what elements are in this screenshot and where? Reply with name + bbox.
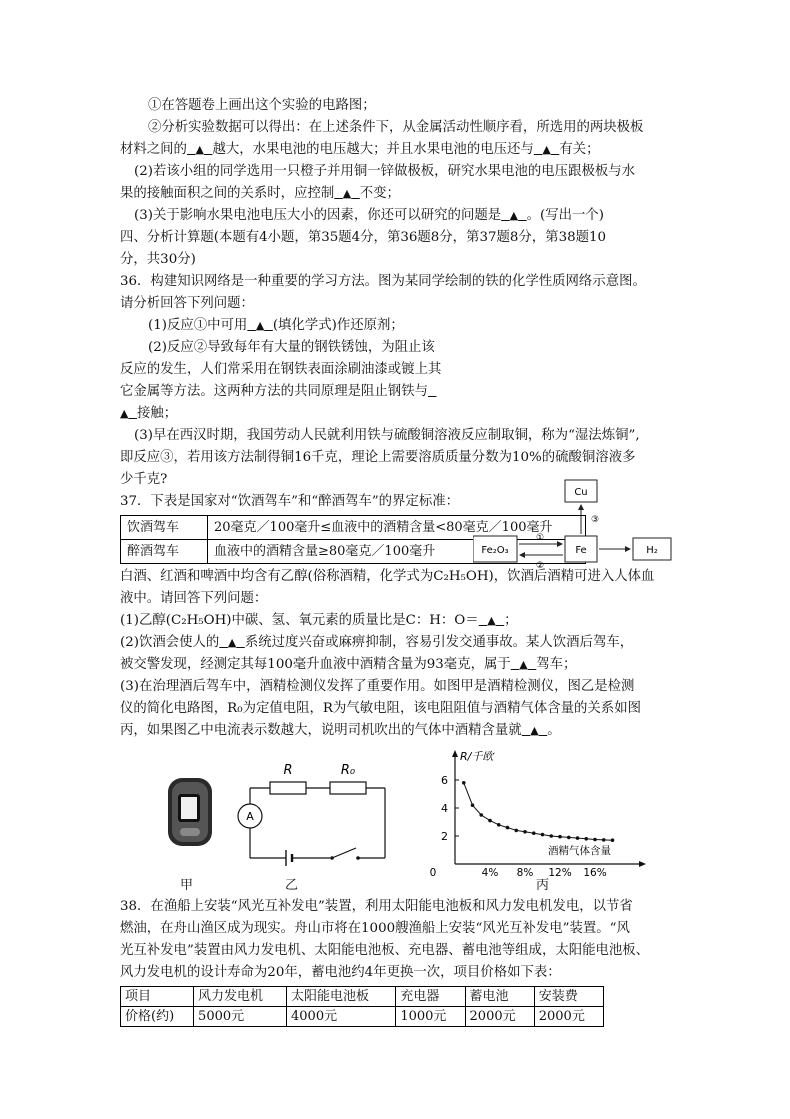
figure-label-yi: 乙 bbox=[285, 878, 299, 893]
x-tick-label: 16% bbox=[583, 867, 607, 878]
answer-blank[interactable] bbox=[187, 142, 213, 157]
data-point bbox=[497, 823, 501, 827]
data-point bbox=[532, 831, 536, 835]
text-line: (1)反应①中可用 ▲ (填化学式)作还原剂； bbox=[120, 315, 680, 337]
text-line: ▲ 接触； bbox=[120, 403, 680, 425]
blank-triangle-icon: ▲ bbox=[342, 187, 352, 200]
table-cell: 项目 bbox=[121, 987, 194, 1007]
text-line: (2)饮酒会使人的 ▲ 系统过度兴奋或麻痹抑制，容易引发交通事故。某人饮酒后驾车， bbox=[120, 632, 680, 654]
blank-triangle-icon: ▲ bbox=[120, 407, 129, 420]
y-tick-label: 6 bbox=[441, 774, 448, 787]
table-cell: 价格(约) bbox=[121, 1007, 194, 1027]
arrow-3-head-icon bbox=[578, 504, 584, 510]
text-line: 材料之间的 ▲ 越大，水果电池的电压越大；并且水果电池的电压还与 ▲ 有关； bbox=[120, 139, 680, 161]
data-point bbox=[479, 813, 483, 817]
answer-blank[interactable] bbox=[479, 613, 505, 628]
reaction-2-label: ② bbox=[535, 561, 545, 571]
answer-blank[interactable] bbox=[120, 406, 137, 421]
data-point bbox=[488, 819, 492, 823]
answer-blank[interactable] bbox=[501, 208, 527, 223]
fe-label: Fe bbox=[575, 545, 587, 556]
data-point bbox=[549, 834, 553, 838]
blank-triangle-icon: ▲ bbox=[487, 614, 496, 627]
resistor-r-label: R bbox=[283, 763, 293, 778]
blank-triangle-icon: ▲ bbox=[519, 658, 528, 671]
text-line: (2)若该小组的同学选用一只橙子并用铜一锌做极板，研究水果电池的电压跟极板与水 bbox=[134, 164, 636, 179]
y-tick-label: 2 bbox=[441, 830, 448, 843]
reaction-1-label: ① bbox=[535, 533, 545, 543]
answer-blank[interactable] bbox=[334, 186, 360, 201]
price-table bbox=[120, 986, 604, 1027]
iron-reaction-diagram bbox=[473, 478, 683, 574]
data-point bbox=[462, 781, 466, 785]
table-cell: 太阳能电池板 bbox=[287, 987, 396, 1007]
cu-label: Cu bbox=[574, 487, 588, 498]
data-point bbox=[567, 836, 571, 840]
text-line: 白酒、红酒和啤酒中均含有乙醇(俗称酒精，化学式为C₂H₅OH)，饮酒后酒精可进入人体血 bbox=[120, 569, 655, 584]
svg-text:A: A bbox=[246, 810, 254, 823]
answer-blank[interactable] bbox=[247, 318, 273, 333]
x-axis-arrow-icon bbox=[639, 861, 646, 867]
answer-blank[interactable] bbox=[511, 657, 537, 672]
text-line: 液中。请回答下列问题： bbox=[120, 591, 268, 606]
resistor-r bbox=[270, 782, 306, 794]
text-line: 风力发电机的设计寿命为20年，蓄电池约4年更换一次，项目价格如下表： bbox=[120, 965, 561, 980]
table-cell: 醉酒驾车 bbox=[121, 540, 208, 564]
question-stem: 38．在渔船上安装“风光互补发电”装置，利用太阳能电池板和风力发电机发电，以节省 bbox=[120, 899, 633, 914]
data-point bbox=[523, 830, 527, 834]
table-cell: 2000元 bbox=[534, 1007, 603, 1027]
x-tick-label: 12% bbox=[548, 867, 572, 878]
breathalyzer-image bbox=[160, 774, 220, 854]
text-line: (3)早在西汉时期，我国劳动人民就利用铁与硫酸铜溶液反应制取铜，称为“湿法炼铜”, bbox=[134, 428, 640, 443]
text-line: (3)在治理酒后驾车中，酒精检测仪发挥了重要作用。如图甲是酒精检测仪，图乙是检测 bbox=[120, 679, 635, 694]
x-tick-label: 0 bbox=[429, 867, 437, 878]
text-line: ①在答题卷上画出这个实验的电路图； bbox=[148, 98, 376, 113]
data-point bbox=[514, 829, 518, 833]
x-tick-label: 4% bbox=[481, 867, 499, 878]
text-line: 它金属等方法。这两种方法的共同原理是阻止钢铁与 bbox=[120, 381, 680, 403]
resistor-r0 bbox=[330, 782, 366, 794]
table-cell: 风力发电机 bbox=[194, 987, 287, 1007]
x-tick-label: 8% bbox=[516, 867, 534, 878]
section-heading: 四、分析计算题(本题有4小题，第35题4分，第36题8分，第37题8分，第38题10 bbox=[120, 230, 607, 245]
text-line: 反应的发生，人们常采用在钢铁表面涂刷油漆或镀上其 bbox=[120, 362, 442, 377]
data-point bbox=[558, 835, 562, 839]
table-cell: 蓄电池 bbox=[465, 987, 534, 1007]
y-axis-label: R/千欧 bbox=[460, 750, 494, 763]
figure-label-jia: 甲 bbox=[180, 878, 194, 893]
table-cell: 血液中的酒精含量≥80毫克／100毫升 bbox=[208, 540, 586, 564]
y-axis-arrow-icon bbox=[452, 750, 458, 757]
text-line: 少千克? bbox=[120, 472, 168, 487]
arrow-1-head-icon bbox=[557, 541, 563, 547]
text-line: 即反应③，若用该方法制得铜16千克，理论上需要溶质质量分数为10%的硫酸铜溶液多 bbox=[120, 450, 636, 465]
table-row bbox=[121, 1007, 604, 1027]
text-line: 请分析回答下列问题： bbox=[120, 296, 254, 311]
table-cell: 饮酒驾车 bbox=[121, 516, 208, 540]
answer-blank[interactable] bbox=[219, 635, 245, 650]
exam-page bbox=[120, 95, 680, 1027]
figure-label-bing: 丙 bbox=[536, 878, 550, 893]
data-point bbox=[602, 838, 606, 842]
question-38 bbox=[120, 896, 680, 1027]
text-line: 仪的简化电路图，R₀为定值电阻，R为气敏电阻，该电阻阻值与酒精气体含量的关系如图 bbox=[120, 701, 641, 716]
data-point bbox=[506, 826, 510, 830]
data-point bbox=[541, 833, 545, 837]
figures-row bbox=[120, 746, 680, 894]
blank-triangle-icon: ▲ bbox=[195, 143, 204, 156]
arrow-4-head-icon bbox=[625, 546, 631, 552]
answer-blank[interactable] bbox=[522, 723, 548, 738]
text-line: (2)反应②导致每年有大量的钢铁锈蚀，为阻止该 bbox=[148, 340, 435, 355]
text-line: ②分析实验数据可以得出：在上述条件下，从金属活动性顺序看，所选用的两块极板 bbox=[148, 120, 644, 135]
table-cell: 2000元 bbox=[465, 1007, 534, 1027]
table-cell: 20毫克／100毫升≤血液中的酒精含量<80毫克／100毫升 bbox=[208, 516, 586, 540]
series-line bbox=[464, 783, 613, 840]
blank-triangle-icon: ▲ bbox=[530, 724, 539, 737]
data-point bbox=[593, 838, 597, 842]
text-line: 光互补发电”装置由风力发电机、太阳能电池板、充电器、蓄电池等组成，太阳能电池板、 bbox=[120, 943, 650, 958]
text-line: 被交警发现，经测定其每100毫升血液中酒精含量为93毫克，属于 ▲ 驾车； bbox=[120, 654, 680, 676]
resistance-chart bbox=[420, 746, 650, 878]
table-cell: 1000元 bbox=[396, 1007, 465, 1027]
fe2o3-label: Fe₂O₃ bbox=[481, 545, 509, 556]
question-stem: 37．下表是国家对“饮酒驾车”和“醉酒驾车”的界定标准： bbox=[120, 494, 460, 509]
question-stem: 36．构建知识网络是一种重要的学习方法。图为某同学绘制的铁的化学性质网络示意图。 bbox=[120, 274, 646, 289]
h2-label: H₂ bbox=[646, 545, 658, 556]
answer-blank[interactable] bbox=[534, 142, 560, 157]
data-point bbox=[576, 836, 580, 840]
blank-triangle-icon: ▲ bbox=[509, 209, 519, 222]
section-heading: 分，共30分) bbox=[120, 252, 196, 267]
text-line: 果的接触面积之间的关系时，应控制 ▲ 不变； bbox=[120, 183, 680, 205]
text-line: (1)乙醇(C₂H₅OH)中碳、氢、氧元素的质量比是C：H：O＝ ▲ ； bbox=[120, 610, 680, 632]
y-tick-label: 4 bbox=[441, 802, 448, 815]
table-cell: 4000元 bbox=[287, 1007, 396, 1027]
reaction-3-label: ③ bbox=[591, 515, 600, 525]
arrow-2-head-icon bbox=[519, 552, 525, 558]
text-line: 燃油，在舟山渔区成为现实。舟山市将在1000艘渔船上安装“风光互补发电”装置。“风 bbox=[120, 921, 630, 936]
blank-triangle-icon: ▲ bbox=[255, 319, 265, 332]
answer-blank[interactable] bbox=[428, 384, 437, 399]
blank-triangle-icon: ▲ bbox=[227, 636, 237, 649]
switch-icon bbox=[332, 848, 356, 858]
data-point bbox=[471, 803, 475, 807]
table-cell: 安装费 bbox=[534, 987, 603, 1007]
text-line: 丙，如果图乙中电流表示数越大，说明司机吹出的气体中酒精含量就 ▲ 。 bbox=[120, 720, 680, 742]
data-point bbox=[611, 838, 615, 842]
text-line: (3)关于影响水果电池电压大小的因素，你还可以研究的问题是 ▲ 。(写出一个) bbox=[120, 205, 680, 227]
data-point bbox=[584, 837, 588, 841]
blank-triangle-icon: ▲ bbox=[542, 143, 551, 156]
table-cell: 充电器 bbox=[396, 987, 465, 1007]
x-axis-label: 酒精气体含量 bbox=[548, 845, 611, 857]
table-row bbox=[121, 987, 604, 1007]
circuit-diagram bbox=[230, 758, 400, 873]
table-cell: 5000元 bbox=[194, 1007, 287, 1027]
resistor-r0-label: R₀ bbox=[340, 763, 356, 778]
